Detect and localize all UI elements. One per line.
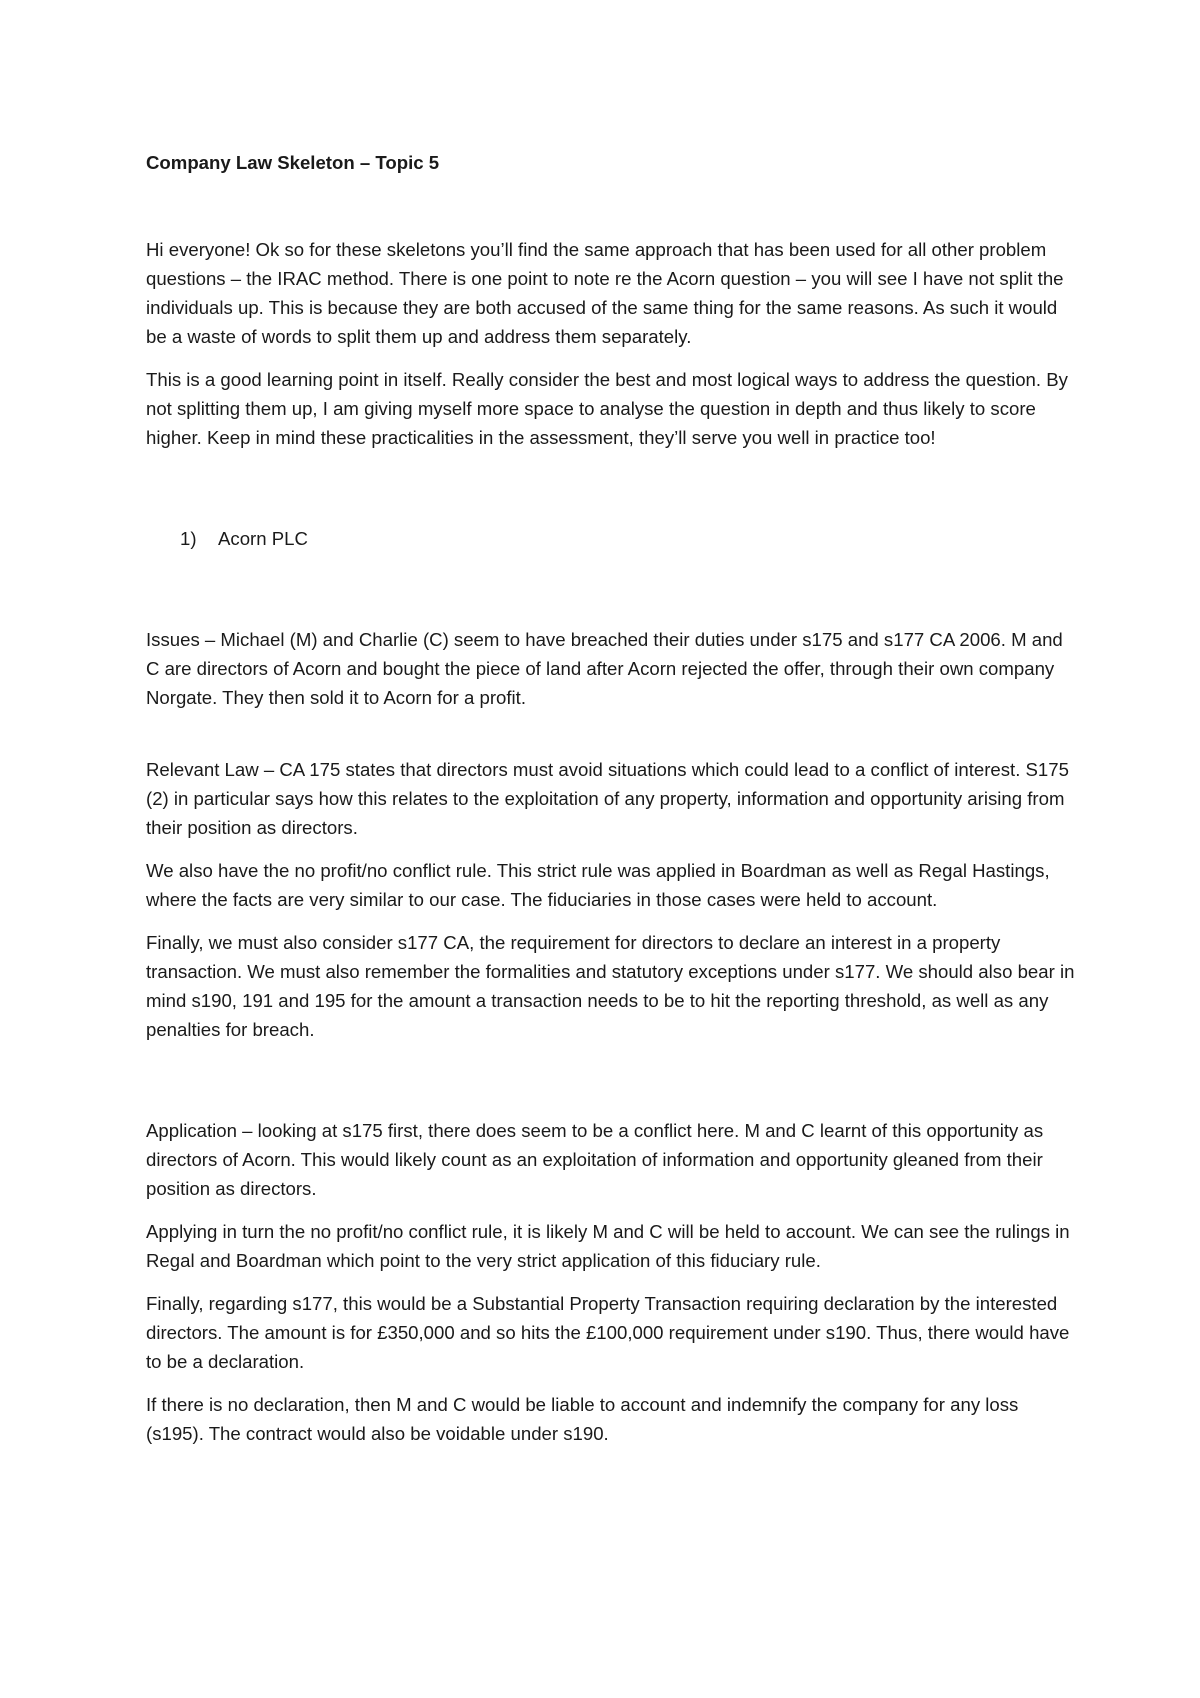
application-paragraph-4: If there is no declaration, then M and C would be liable to account and indemnify the company for any loss (s195). The contract would also be voidable under s190.	[146, 1394, 1019, 1444]
intro-paragraph-2: This is a good learning point in itself. Really consider the best and most logical ways to address the question. By not splitting them up, I am giving myself more space to analyse the question in depth and thus likely to score higher. Keep in mind these practicalities in the assessment, they’ll serve you well in practice too!	[146, 369, 1068, 448]
section-heading	[146, 524, 1076, 553]
section-title: Acorn PLC	[218, 528, 308, 549]
relevant-law-paragraph-2: We also have the no profit/no conflict rule. This strict rule was applied in Boardman as well as Regal Hastings, where the facts are very similar to our case. The fiduciaries in those cases were held to account.	[146, 860, 1050, 910]
application-paragraph-1: Application – looking at s175 first, there does seem to be a conflict here. M and C learnt of this opportunity as directors of Acorn. This would likely count as an exploitation of information and opportunity gleaned from their position as directors.	[146, 1120, 1044, 1199]
issues-paragraph: Issues – Michael (M) and Charlie (C) seem to have breached their duties under s175 and s177 CA 2006. M and C are directors of Acorn and bought the piece of land after Acorn rejected the offer, through their own company Norgate. They then sold it to Acorn for a profit.	[146, 629, 1063, 708]
intro-paragraph-1: Hi everyone! Ok so for these skeletons you’ll find the same approach that has been used for all other problem questions – the IRAC method. There is one point to note re the Acorn question – you will see I have not split the individuals up. This is because they are both accused of the same thing for the same reasons. As such it would be a waste of words to split them up and address them separately.	[146, 239, 1064, 347]
application-paragraph-3: Finally, regarding s177, this would be a Substantial Property Transaction requiring declaration by the interested directors. The amount is for £350,000 and so hits the £100,000 requirement under s190. Thus, there would have to be a declaration.	[146, 1293, 1070, 1372]
relevant-law-paragraph-1: Relevant Law – CA 175 states that directors must avoid situations which could lead to a conflict of interest. S175 (2) in particular says how this relates to the exploitation of any property, information and opportunity arising from their position as directors.	[146, 759, 1069, 838]
document-body	[146, 148, 1076, 1448]
application-paragraph-2: Applying in turn the no profit/no conflict rule, it is likely M and C will be held to account. We can see the rulings in Regal and Boardman which point to the very strict application of this fiduciary rule.	[146, 1221, 1070, 1271]
document-title: Company Law Skeleton – Topic 5	[146, 152, 440, 173]
section-number: 1)	[180, 528, 197, 549]
relevant-law-paragraph-3: Finally, we must also consider s177 CA, the requirement for directors to declare an interest in a property transaction. We must also remember the formalities and statutory exceptions under s177. We should also bear in mind s190, 191 and 195 for the amount a transaction needs to be to hit the reporting threshold, as well as any penalties for breach.	[146, 932, 1075, 1040]
